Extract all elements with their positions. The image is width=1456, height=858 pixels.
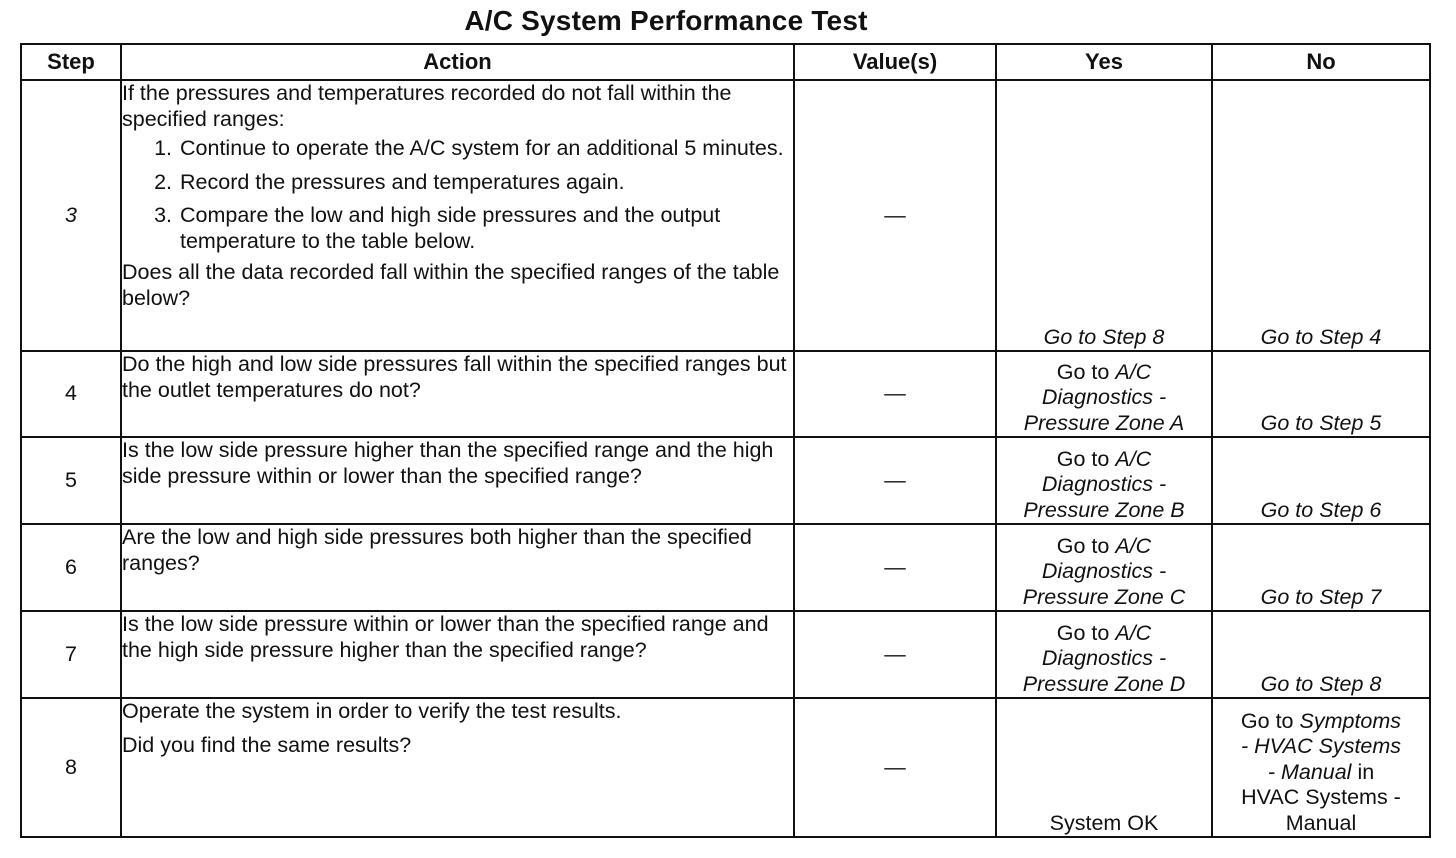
table-row [21, 351, 1430, 437]
document-title: A/C System Performance Test [464, 5, 868, 36]
table-row [21, 524, 1430, 611]
step-number: 4 [21, 351, 121, 437]
action-cell [121, 698, 794, 837]
value-cell: — [794, 698, 996, 837]
no-link-text: - Manual [1267, 759, 1352, 784]
no-link-suffix: Manual [1285, 810, 1357, 835]
action-intro: If the pressures and temperatures recorded do not fall within the specified ranges: [122, 81, 732, 131]
header-yes: Yes [996, 44, 1212, 80]
list-item: 2. Record the pressures and temperatures again. [178, 170, 793, 196]
no-link[interactable]: Go to Step 7 [1212, 524, 1430, 611]
no-link[interactable]: Go to Step 8 [1212, 611, 1430, 698]
yes-link[interactable] [996, 611, 1212, 698]
yes-link-text: Diagnostics - [1041, 472, 1167, 496]
yes-link[interactable] [996, 351, 1212, 437]
no-link[interactable]: Go to Step 6 [1212, 437, 1430, 524]
no-link-text: Symptoms [1299, 708, 1402, 733]
header-action: Action [121, 44, 794, 80]
action-question: Does all the data recorded fall within the specified ranges of the table below? [122, 260, 780, 310]
table-header-row [21, 44, 1430, 80]
value-cell: — [794, 80, 996, 351]
yes-link-text: Pressure Zone D [1022, 671, 1186, 696]
yes-link-text: Diagnostics - [1041, 385, 1167, 409]
header-values: Value(s) [794, 44, 996, 80]
yes-link-text: Diagnostics - [1041, 646, 1167, 670]
action-cell [121, 80, 794, 351]
action-line: Did you find the same results? [122, 732, 412, 757]
step-number: 3 [21, 80, 121, 351]
header-no: No [1212, 44, 1430, 80]
value-cell: — [794, 351, 996, 437]
yes-link-text: Pressure Zone B [1023, 497, 1185, 522]
table-row [21, 437, 1430, 524]
action-cell: Do the high and low side pressures fall within the specified ranges but the outlet temperatures do not? [121, 351, 794, 437]
no-link-text: - HVAC Systems [1240, 734, 1402, 758]
performance-test-table [20, 43, 1431, 838]
yes-link-text: A/C [1115, 446, 1152, 471]
no-link-prefix: Go to [1240, 708, 1294, 733]
no-link[interactable]: Go to Step 5 [1212, 351, 1430, 437]
table-row [21, 698, 1430, 837]
table-row [21, 80, 1430, 351]
value-cell: — [794, 611, 996, 698]
value-cell: — [794, 524, 996, 611]
step-number: 7 [21, 611, 121, 698]
yes-link-prefix: Go to [1056, 533, 1110, 558]
yes-link-text: Pressure Zone A [1023, 410, 1185, 435]
action-line: Operate the system in order to verify the test results. [122, 699, 622, 723]
yes-link-text: A/C [1115, 359, 1152, 384]
yes-link-prefix: Go to [1056, 359, 1110, 384]
yes-link-prefix: Go to [1056, 620, 1110, 645]
action-cell: Is the low side pressure higher than the specified range and the high side pressure within or lower than the specified range? [121, 437, 794, 524]
action-cell: Are the low and high side pressures both higher than the specified ranges? [121, 524, 794, 611]
yes-link-prefix: Go to [1056, 446, 1110, 471]
yes-link-text: Pressure Zone C [1022, 584, 1186, 609]
step-number: 8 [21, 698, 121, 837]
yes-result: System OK [996, 698, 1212, 837]
table-row [21, 611, 1430, 698]
header-step: Step [21, 44, 121, 80]
yes-link-text: A/C [1115, 533, 1152, 558]
list-item: 1. Continue to operate the A/C system for an additional 5 minutes. [178, 136, 793, 162]
list-item: 3. Compare the low and high side pressures and the output temperature to the table below. [178, 203, 793, 254]
yes-link[interactable] [996, 524, 1212, 611]
action-steps-list [122, 136, 793, 254]
yes-link[interactable] [996, 437, 1212, 524]
no-link[interactable] [1212, 698, 1430, 837]
no-link[interactable]: Go to Step 4 [1212, 80, 1430, 351]
value-cell: — [794, 437, 996, 524]
yes-link[interactable]: Go to Step 8 [996, 80, 1212, 351]
step-number: 5 [21, 437, 121, 524]
yes-link-text: Diagnostics - [1041, 559, 1167, 583]
yes-link-text: A/C [1115, 620, 1152, 645]
no-link-suffix: in [1357, 759, 1375, 784]
no-link-suffix: HVAC Systems - [1241, 785, 1401, 809]
step-number: 6 [21, 524, 121, 611]
action-cell: Is the low side pressure within or lower than the specified range and the high side pressure higher than the specified range? [121, 611, 794, 698]
